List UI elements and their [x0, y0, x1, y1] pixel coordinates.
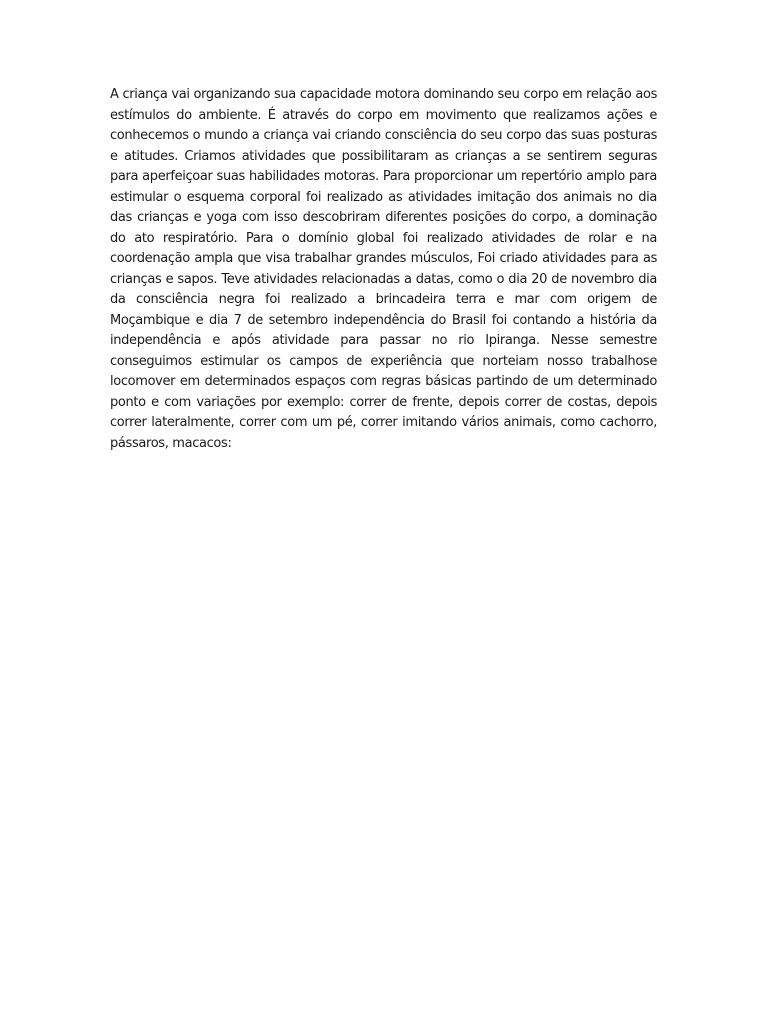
body-paragraph: A criança vai organizando sua capacidade motora dominando seu corpo em relação aos estímulos do ambiente. É através do corpo em movimento que realizamos ações e conhecemos o mundo a criança vai criando consciência do seu corpo das suas posturas e atitudes. Criamos atividades que possibilitaram as crianças a se sentirem seguras para aperfeiçoar suas habilidades motoras. Para proporcionar um repertório amplo para estimular o esquema corporal foi realizado as atividades imitação dos animais no dia das crianças e yoga com isso descobriram diferentes posições do corpo, a dominação do ato respiratório. Para o domínio global foi realizado atividades de rolar e na coordenação ampla que visa trabalhar grandes músculos, Foi criado atividades para as crianças e sapos. Teve atividades relacionadas a datas, como o dia 20 de novembro dia da consciência negra foi realizado a brincadeira terra e mar com origem de Moçambique e dia 7 de setembro independência do Brasil foi contando a história da independência e após atividade para passar no rio Ipiranga. Nesse semestre conseguimos estimular os campos de experiência que norteiam nosso trabalhose locomover em determinados espaços com regras básicas partindo de um determinado ponto e com variações por exemplo: correr de frente, depois correr de costas, depois correr lateralmente, correr com um pé, correr imitando vários animais, como cachorro, pássaros, macacos: [110, 87, 657, 451]
